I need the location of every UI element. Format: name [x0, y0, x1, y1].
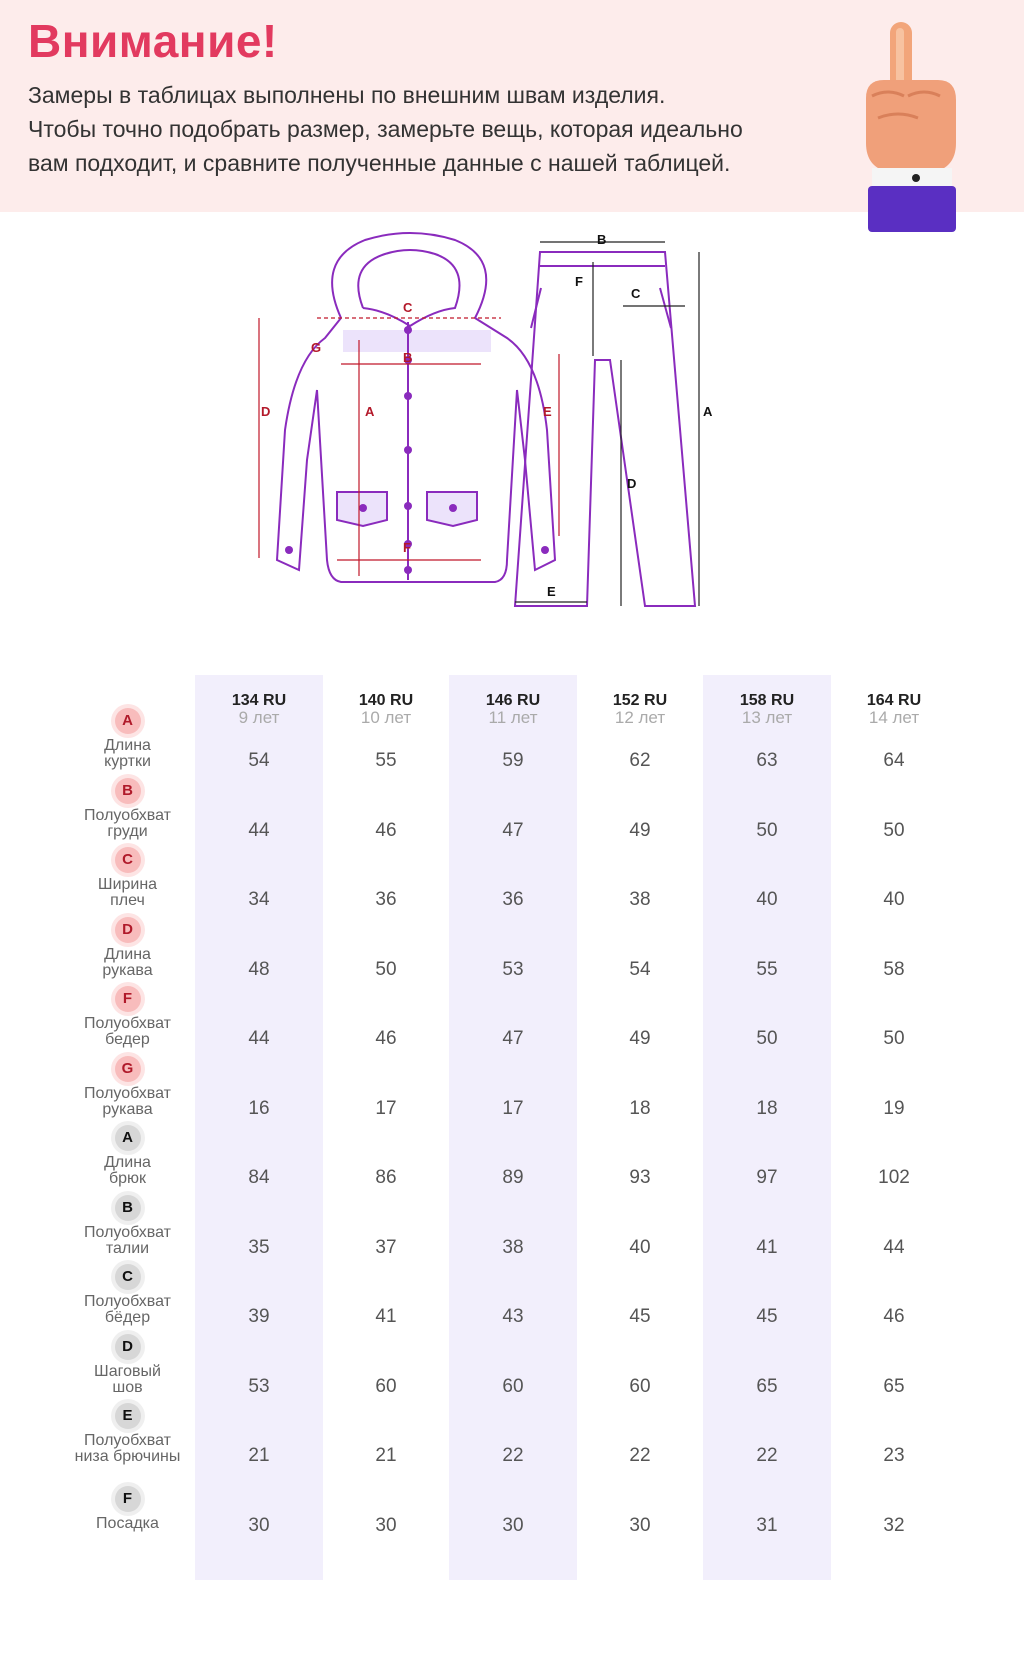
table-cell: 45: [629, 1306, 651, 1327]
table-cell: 18: [756, 1097, 778, 1119]
table-cell: 60: [375, 1375, 397, 1397]
measure-name-line-2: плеч: [110, 892, 145, 909]
measure-badge: B: [115, 1195, 141, 1221]
measure-name-line-1: Полуобхват: [84, 1084, 171, 1102]
table-cell: 54: [629, 958, 651, 980]
pants-label-b: B: [597, 232, 607, 247]
table-cell: 41: [756, 1236, 778, 1258]
column-age: 13 лет: [741, 708, 793, 727]
jacket-label-b: B: [403, 350, 413, 365]
table-cell: 18: [629, 1097, 651, 1119]
table-cell: 49: [629, 1028, 651, 1049]
jacket-label-c: C: [403, 300, 413, 315]
measure-name-line-2: шов: [112, 1378, 143, 1396]
table-cell: 16: [248, 1097, 270, 1119]
measure-name-line-2: рукава: [102, 961, 153, 979]
row-label: [60, 1125, 195, 1187]
table-cell: 97: [756, 1167, 778, 1188]
measure-name-line-1: Полуобхват: [84, 1293, 171, 1310]
column-age: 10 лет: [360, 708, 412, 727]
table-cell: 44: [883, 1236, 905, 1258]
measure-name-line-1: Шаговый: [94, 1362, 161, 1380]
table-cell: 36: [375, 889, 397, 910]
table-cell: 45: [756, 1306, 778, 1327]
table-cell: 46: [883, 1306, 905, 1327]
measure-name-line-1: Длина: [104, 945, 151, 963]
table-cell: 35: [248, 1236, 270, 1258]
column-header: [703, 692, 831, 726]
table-cell: 37: [375, 1236, 397, 1258]
column-age: 11 лет: [488, 708, 538, 727]
measure-badge: B: [115, 778, 141, 804]
measure-name-line-2: рукава: [102, 1100, 153, 1118]
table-cell: 65: [883, 1375, 905, 1397]
measure-badge: C: [115, 1264, 141, 1290]
column-size: 164 RU: [866, 692, 922, 709]
table-cell: 62: [629, 750, 651, 771]
measure-name-line-1: Полуобхват: [84, 1223, 171, 1241]
column-size: 134 RU: [231, 692, 287, 709]
table-cell: 21: [248, 1445, 270, 1466]
table-cell: 63: [756, 750, 778, 771]
column-header: [449, 692, 577, 726]
table-cell: 50: [883, 1028, 905, 1049]
table-cell: 44: [248, 1028, 270, 1049]
table-cell: 48: [248, 958, 270, 980]
row-label: [60, 847, 195, 909]
table-cell: 50: [756, 1028, 778, 1049]
table-cell: 50: [756, 819, 778, 841]
row-label: [60, 1403, 195, 1465]
pants-label-a: A: [703, 404, 713, 419]
measure-badge: C: [115, 847, 141, 873]
table-cell: 58: [883, 958, 905, 980]
pants-label-e: E: [547, 584, 556, 599]
measure-name: [60, 1225, 195, 1257]
banner-line-1: Замеры в таблицах выполнены по внешним швам изделия.: [28, 82, 666, 108]
jacket-label-d: D: [261, 404, 271, 419]
measure-name-line-2: груди: [107, 822, 148, 840]
jacket-label-f: F: [403, 540, 411, 555]
measure-name: [60, 1086, 195, 1118]
jacket-label-g: G: [311, 340, 322, 355]
measure-badge: A: [115, 708, 141, 734]
garment-diagram: [255, 230, 775, 650]
measure-name: [60, 1155, 195, 1187]
column-size: 146 RU: [485, 692, 541, 709]
pants: [515, 252, 695, 606]
measure-badge: D: [115, 1334, 141, 1360]
table-cell: 84: [248, 1167, 270, 1188]
table-cell: 86: [375, 1167, 397, 1188]
measure-name: [60, 1516, 195, 1532]
measure-badge: D: [115, 917, 141, 943]
table-cell: 38: [502, 1236, 524, 1258]
measure-badge: F: [115, 1486, 141, 1512]
jacket-body: [277, 318, 555, 582]
table-cell: 55: [375, 750, 397, 771]
column-header: [830, 692, 958, 726]
measure-name: [60, 808, 195, 840]
pants-label-c: C: [631, 286, 641, 301]
measure-name-line-1: Посадка: [96, 1514, 159, 1532]
row-label: [60, 708, 195, 770]
pants-label-f: F: [575, 274, 583, 289]
jacket-label-e: E: [543, 404, 552, 419]
table-cell: 30: [502, 1514, 524, 1536]
table-cell: 40: [629, 1236, 651, 1258]
table-cell: 44: [248, 819, 270, 841]
table-cell: 22: [502, 1445, 524, 1466]
measure-name: [60, 1294, 195, 1326]
banner-line-2: Чтобы точно подобрать размер, замерьте вещь, которая идеально: [28, 116, 743, 142]
table-cell: 32: [883, 1514, 905, 1536]
measure-name: [60, 1016, 195, 1048]
row-label: [60, 1486, 195, 1532]
table-cell: 60: [629, 1375, 651, 1397]
pointing-hand-icon: [858, 18, 968, 233]
measure-badge: A: [115, 1125, 141, 1151]
table-cell: 54: [248, 750, 270, 771]
column-header: [322, 692, 450, 726]
table-cell: 65: [756, 1375, 778, 1397]
row-label: [60, 1264, 195, 1326]
measure-badge: E: [115, 1403, 141, 1429]
table-cell: 30: [248, 1514, 270, 1536]
pants-label-d: D: [627, 476, 637, 491]
table-cell: 60: [502, 1375, 524, 1397]
column-size: 140 RU: [358, 692, 414, 709]
table-cell: 34: [248, 889, 270, 910]
table-cell: 21: [375, 1445, 397, 1466]
measure-name: [60, 1364, 195, 1396]
column-age: 12 лет: [614, 708, 666, 727]
measure-name: [60, 1433, 195, 1465]
measure-name: [60, 738, 195, 770]
table-cell: 59: [502, 750, 524, 771]
measure-name-line-1: Полуобхват: [84, 806, 171, 824]
table-cell: 55: [756, 958, 778, 980]
table-cell: 17: [502, 1097, 524, 1119]
table-cell: 31: [756, 1514, 778, 1536]
measure-name: [60, 947, 195, 979]
measure-name-line-1: Ширина: [97, 876, 158, 893]
column-size: 158 RU: [739, 692, 795, 709]
table-cell: 23: [883, 1445, 905, 1466]
table-cell: 89: [502, 1167, 524, 1188]
row-label: [60, 986, 195, 1048]
table-cell: 49: [629, 819, 651, 841]
table-cell: 36: [502, 889, 524, 910]
table-cell: 64: [883, 750, 905, 771]
measure-name-line-1: Длина: [104, 1154, 151, 1171]
measure-name-line-2: бёдер: [104, 1309, 151, 1326]
measure-name-line-2: талии: [105, 1239, 150, 1257]
row-label: [60, 1195, 195, 1257]
table-cell: 41: [375, 1306, 397, 1327]
measure-name-line-2: низа брючины: [74, 1448, 181, 1465]
measure-name-line-1: Полуобхват: [84, 1015, 171, 1032]
table-cell: 93: [629, 1167, 651, 1188]
column-age: 14 лет: [868, 708, 920, 727]
table-cell: 50: [883, 819, 905, 841]
banner-text: [28, 78, 798, 180]
column-header: [195, 692, 323, 726]
table-cell: 53: [502, 958, 524, 980]
table-cell: 39: [248, 1306, 270, 1327]
measure-badge: F: [115, 986, 141, 1012]
table-cell: 46: [375, 1028, 397, 1049]
measure-name-line-2: бедер: [105, 1031, 150, 1048]
row-label: [60, 1056, 195, 1118]
measure-badge: G: [115, 1056, 141, 1082]
table-cell: 47: [502, 819, 524, 841]
table-cell: 46: [375, 819, 397, 841]
measure-name-line-1: Полуобхват: [84, 1432, 171, 1449]
column-header: [576, 692, 704, 726]
measure-name-line-1: Длина: [104, 737, 151, 754]
table-cell: 43: [502, 1306, 524, 1327]
table-cell: 22: [629, 1445, 651, 1466]
table-cell: 47: [502, 1028, 524, 1049]
measure-name-line-2: куртки: [104, 753, 151, 770]
table-cell: 40: [883, 889, 905, 910]
attention-banner: [0, 0, 1024, 212]
table-cell: 53: [248, 1375, 270, 1397]
banner-line-3: вам подходит, и сравните полученные данные с нашей таблицей.: [28, 150, 731, 176]
column-size: 152 RU: [612, 692, 668, 709]
table-cell: 19: [883, 1097, 905, 1119]
table-cell: 22: [756, 1445, 778, 1466]
table-cell: 38: [629, 889, 651, 910]
table-cell: 17: [375, 1097, 397, 1119]
jacket-label-a: A: [365, 404, 375, 419]
table-cell: 30: [629, 1514, 651, 1536]
table-cell: 50: [375, 958, 397, 980]
measure-name: [60, 877, 195, 909]
table-cell: 102: [878, 1167, 910, 1188]
column-age: 9 лет: [238, 708, 280, 727]
banner-title: Внимание!: [28, 15, 278, 67]
table-cell: 40: [756, 889, 778, 910]
row-label: [60, 917, 195, 979]
measure-name-line-2: брюк: [108, 1170, 147, 1187]
row-label: [60, 1334, 195, 1396]
row-label: [60, 778, 195, 840]
table-cell: 30: [375, 1514, 397, 1536]
